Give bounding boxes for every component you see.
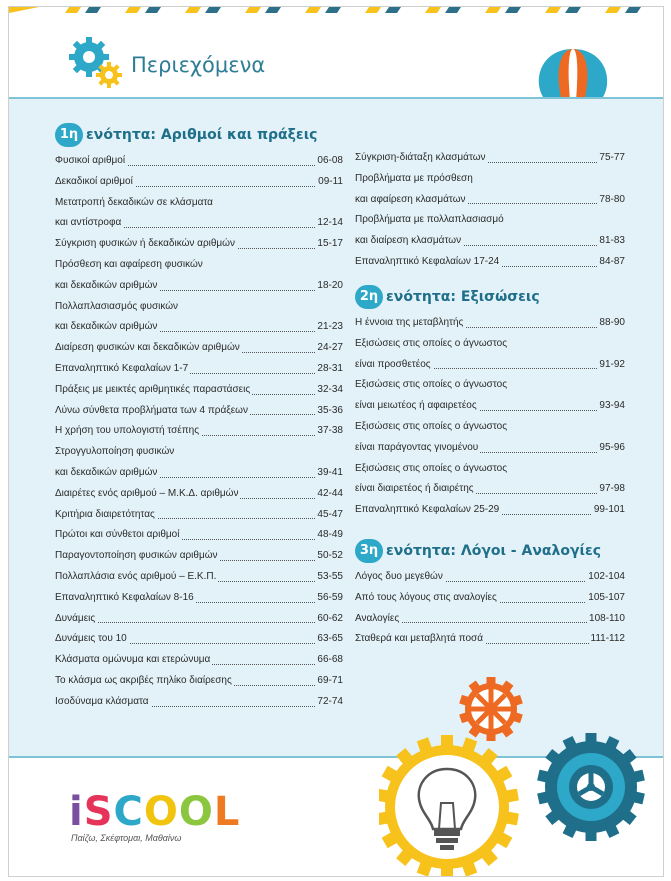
toc-entry bbox=[55, 525, 343, 546]
toc-entry-pages: 69-71 bbox=[315, 671, 343, 692]
toc-entry-label: και δεκαδικών αριθμών bbox=[55, 466, 158, 478]
toc-entry-label: Εξισώσεις στις οποίες ο άγνωστος bbox=[355, 462, 508, 474]
toc-entry-label: είναι παράγοντας γινομένου bbox=[355, 441, 479, 453]
toc-entry bbox=[55, 172, 343, 193]
toc-entry-label: είναι διαιρετέος ή διαιρέτης bbox=[355, 483, 474, 495]
toc-entry-pages: 111-112 bbox=[589, 629, 625, 650]
toc-entry-label: Η χρήση του υπολογιστή τσέπης bbox=[55, 425, 200, 437]
toc-entry-label: Η έννοια της μεταβλητής bbox=[355, 317, 464, 328]
section-title: ενότητα: Εξισώσεις bbox=[386, 289, 540, 305]
toc-entry-pages: 28-31 bbox=[315, 359, 343, 380]
toc-entry bbox=[355, 334, 625, 355]
toc-entry bbox=[55, 546, 343, 567]
toc-entry-label: Πρώτοι και σύνθετοι αριθμοί bbox=[55, 529, 180, 541]
toc-entry bbox=[55, 650, 343, 671]
toc-entry bbox=[55, 629, 343, 650]
toc-entry-pages: 15-17 bbox=[315, 234, 343, 255]
toc-entry-label: και δεκαδικών αριθμών bbox=[55, 279, 158, 291]
toc-entry bbox=[55, 567, 343, 588]
toc-entry-label: είναι μειωτέος ή αφαιρετέος bbox=[355, 400, 477, 412]
gear-icon bbox=[537, 733, 645, 841]
toc-entry-pages: 81-83 bbox=[597, 231, 625, 252]
toc-entry-pages: 63-65 bbox=[315, 629, 343, 650]
dot-leader bbox=[55, 622, 343, 623]
toc-entry-pages: 105-107 bbox=[586, 588, 625, 609]
toc-entry-label: Στρογγυλοποίηση φυσικών bbox=[55, 446, 175, 458]
toc-entry-pages: 95-96 bbox=[597, 438, 625, 459]
toc-entry bbox=[355, 417, 625, 438]
toc-entry-pages: 72-74 bbox=[315, 692, 343, 713]
toc-entry-label: Φυσικοί αριθμοί bbox=[55, 155, 126, 166]
toc-entry bbox=[55, 380, 343, 401]
toc-entry bbox=[55, 193, 343, 214]
toc-entry-label: Πολλαπλάσια ενός αριθμού – Ε.Κ.Π. bbox=[55, 570, 217, 582]
toc-entry-label: Διαιρέτες ενός αριθμού – Μ.Κ.Δ. αριθμών bbox=[55, 487, 239, 499]
toc-entry bbox=[55, 359, 343, 380]
toc-entry bbox=[55, 609, 343, 630]
section-badge: 3η bbox=[355, 539, 383, 563]
logo-tagline: Παίζω, Σκέφτομαι, Μαθαίνω bbox=[71, 833, 182, 843]
toc-entry bbox=[55, 671, 343, 692]
logo-letter: C bbox=[113, 789, 144, 835]
page bbox=[8, 6, 664, 877]
section-2 bbox=[355, 285, 625, 521]
toc-entry-pages: 88-90 bbox=[597, 313, 625, 334]
toc-entry-label: και αφαίρεση κλασμάτων bbox=[355, 193, 466, 205]
section-3 bbox=[355, 539, 625, 650]
toc-entry-label: Προβλήματα με πολλαπλασιασμό bbox=[355, 214, 504, 226]
toc-entry bbox=[55, 505, 343, 526]
toc-entry-label: Κλάσματα ομώνυμα και ετερώνυμα bbox=[55, 654, 211, 666]
toc-entry bbox=[55, 463, 343, 484]
toc-entry bbox=[55, 421, 343, 442]
toc-entry bbox=[55, 442, 343, 463]
toc-entry-pages: 91-92 bbox=[597, 355, 625, 376]
toc-entry-label: και αντίστροφα bbox=[55, 217, 122, 229]
toc-entry-pages: 66-68 bbox=[315, 650, 343, 671]
toc-entry bbox=[355, 169, 625, 190]
section-1 bbox=[55, 123, 343, 713]
toc-entry-pages: 32-34 bbox=[315, 380, 343, 401]
toc-entry-pages: 21-23 bbox=[315, 317, 343, 338]
toc-entry-pages: 45-47 bbox=[315, 505, 343, 526]
toc-entry-pages: 06-08 bbox=[315, 151, 343, 172]
toc-entry bbox=[355, 375, 625, 396]
toc-entry-pages: 99-101 bbox=[592, 500, 625, 521]
toc-entry-label: Μετατροπή δεκαδικών σε κλάσματα bbox=[55, 196, 213, 208]
toc-entry bbox=[55, 692, 343, 713]
toc-entry-pages: 60-62 bbox=[315, 609, 343, 630]
toc-entry bbox=[55, 297, 343, 318]
toc-entry-label: Κριτήρια διαιρετότητας bbox=[55, 508, 155, 520]
section-badge: 1η bbox=[55, 123, 83, 147]
toc-entry-label: Προβλήματα με πρόσθεση bbox=[355, 172, 473, 184]
toc-entry bbox=[355, 500, 625, 521]
toc-entry bbox=[355, 479, 625, 500]
toc-entry bbox=[355, 609, 625, 630]
toc-entry bbox=[55, 401, 343, 422]
toc-entry-pages: 56-59 bbox=[315, 588, 343, 609]
toc-entry bbox=[355, 438, 625, 459]
toc-entry-pages: 48-49 bbox=[315, 525, 343, 546]
toc-entry bbox=[55, 213, 343, 234]
toc-entry-label: Επαναληπτικό Κεφαλαίων 25-29 bbox=[355, 504, 500, 516]
section-1-continued bbox=[355, 148, 625, 273]
toc-entry bbox=[355, 148, 625, 169]
section-heading bbox=[355, 539, 625, 563]
logo-letter: O bbox=[143, 789, 179, 835]
toc-entry bbox=[355, 567, 625, 588]
toc-entry bbox=[355, 190, 625, 211]
section-badge: 2η bbox=[355, 285, 383, 309]
toc-entry-label: Σταθερά και μεταβλητά ποσά bbox=[355, 633, 483, 645]
logo-letter: O bbox=[178, 789, 214, 835]
toc-entry-label: Εξισώσεις στις οποίες ο άγνωστος bbox=[355, 420, 508, 432]
toc-entry-label: Διαίρεση φυσικών και δεκαδικών αριθμών bbox=[55, 342, 240, 354]
toc-entry bbox=[55, 317, 343, 338]
toc-entry-pages: 93-94 bbox=[597, 396, 625, 417]
toc-entry-pages: 24-27 bbox=[315, 338, 343, 359]
toc-entry-label: Το κλάσμα ως ακριβές πηλίκο διαίρεσης bbox=[55, 674, 232, 686]
gears-icon bbox=[63, 33, 133, 93]
toc-entry-label: Πράξεις με μεικτές αριθμητικές παραστάσεις bbox=[55, 383, 251, 395]
toc-entry-label: Από τους λόγους στις αναλογίες bbox=[355, 591, 497, 603]
toc-entry bbox=[55, 234, 343, 255]
toc-entry-label: Λόγος δυο μεγεθών bbox=[355, 571, 443, 582]
toc-entry-pages: 84-87 bbox=[597, 252, 625, 273]
toc-entry-pages: 97-98 bbox=[597, 479, 625, 500]
toc-entry-label: και διαίρεση κλασμάτων bbox=[355, 235, 462, 247]
toc-entry-label: Πρόσθεση και αφαίρεση φυσικών bbox=[55, 258, 203, 270]
toc-entry-label: Εξισώσεις στις οποίες ο άγνωστος bbox=[355, 379, 508, 391]
toc-entry bbox=[55, 338, 343, 359]
toc-entry-pages: 108-110 bbox=[587, 609, 625, 630]
toc-entry-label: Ισοδύναμα κλάσματα bbox=[55, 695, 149, 707]
gear-icon bbox=[459, 677, 523, 741]
toc-entry-pages: 78-80 bbox=[597, 190, 625, 211]
toc-entry-label: Εξισώσεις στις οποίες ο άγνωστος bbox=[355, 337, 508, 349]
toc-entry-label: Επαναληπτικό Κεφαλαίων 17-24 bbox=[355, 255, 500, 267]
toc-entry-pages: 75-77 bbox=[597, 148, 625, 169]
toc-entry bbox=[55, 255, 343, 276]
toc-entry bbox=[55, 151, 343, 172]
toc-entry-label: Επαναληπτικό Κεφαλαίων 8-16 bbox=[55, 591, 194, 603]
toc-entry bbox=[55, 276, 343, 297]
toc-entry-label: Σύγκριση-διάταξη κλασμάτων bbox=[355, 152, 486, 163]
toc-entry bbox=[355, 588, 625, 609]
top-stripes bbox=[9, 7, 663, 13]
toc-entry-pages: 102-104 bbox=[586, 567, 625, 588]
toc-entry bbox=[355, 396, 625, 417]
toc-entry-label: Σύγκριση φυσικών ή δεκαδικών αριθμών bbox=[55, 238, 235, 250]
logo-letter: S bbox=[83, 789, 114, 835]
toc-entry-label: Δυνάμεις του 10 bbox=[55, 633, 127, 645]
section-title: ενότητα: Αριθμοί και πράξεις bbox=[86, 127, 318, 143]
toc-entry-label: Αναλογίες bbox=[355, 612, 400, 624]
toc-entry-label: Λύνω σύνθετα προβλήματα των 4 πράξεων bbox=[55, 404, 248, 416]
toc-entry bbox=[355, 629, 625, 650]
toc-entry-label: Παραγοντοποίηση φυσικών αριθμών bbox=[55, 550, 218, 562]
logo-letter: L bbox=[213, 789, 241, 835]
toc-entry bbox=[355, 313, 625, 334]
toc-entry-pages: 42-44 bbox=[315, 484, 343, 505]
toc-entry-label: και δεκαδικών αριθμών bbox=[55, 321, 158, 333]
toc-entry-pages: 35-36 bbox=[315, 401, 343, 422]
toc-entry-pages: 12-14 bbox=[315, 213, 343, 234]
toc-entry-pages: 50-52 bbox=[315, 546, 343, 567]
toc-entry bbox=[355, 355, 625, 376]
section-title: ενότητα: Λόγοι - Αναλογίες bbox=[386, 543, 602, 559]
toc-entry-label: Δεκαδικοί αριθμοί bbox=[55, 175, 133, 187]
toc-entry-pages: 37-38 bbox=[315, 421, 343, 442]
page-title: Περιεχόμενα bbox=[131, 53, 266, 77]
toc-entry bbox=[355, 459, 625, 480]
toc-entry bbox=[355, 210, 625, 231]
toc-entry bbox=[355, 252, 625, 273]
section-heading bbox=[55, 123, 343, 147]
section-heading bbox=[355, 285, 625, 309]
iscool-logo bbox=[69, 789, 240, 835]
toc-entry-label: Επαναληπτικό Κεφαλαίων 1-7 bbox=[55, 362, 189, 374]
toc-entry-label: Πολλαπλασιασμός φυσικών bbox=[55, 300, 179, 312]
toc-entry bbox=[55, 484, 343, 505]
toc-entry-label: είναι προσθετέος bbox=[355, 358, 431, 370]
toc-entry-pages: 09-11 bbox=[316, 172, 343, 193]
toc-entry-pages: 39-41 bbox=[315, 463, 343, 484]
toc-entry bbox=[355, 231, 625, 252]
toc-entry-pages: 53-55 bbox=[315, 567, 343, 588]
toc-entry bbox=[55, 588, 343, 609]
logo-letter: i bbox=[69, 789, 84, 835]
gears-lightbulb-illustration bbox=[379, 667, 663, 876]
toc-entry-pages: 18-20 bbox=[315, 276, 343, 297]
toc-entry-label: Δυνάμεις bbox=[55, 612, 96, 624]
